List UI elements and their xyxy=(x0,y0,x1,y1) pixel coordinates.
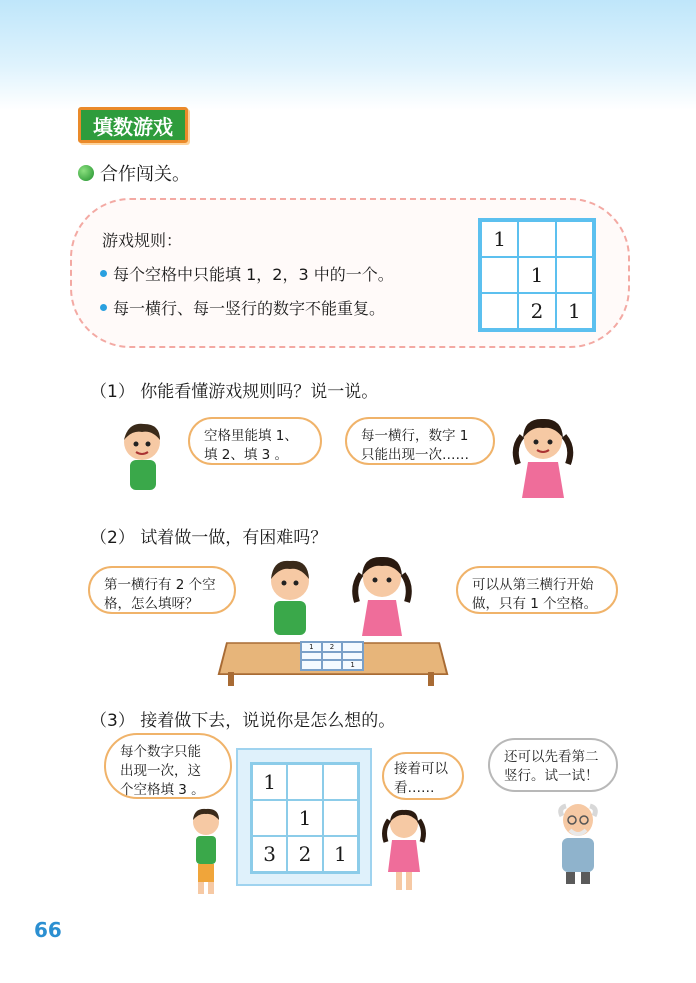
grid-cell xyxy=(518,221,555,257)
question-1: （1） 你能看懂游戏规则吗？说一说。 xyxy=(90,382,379,402)
grid-cell: 1 xyxy=(556,293,593,329)
mini-grid-cell xyxy=(342,652,363,660)
boy-character-icon xyxy=(118,420,168,498)
grid-cell xyxy=(556,257,593,293)
bubble-line: 做，只有 1 个空格。 xyxy=(472,596,598,612)
grid-cell: 2 xyxy=(287,836,322,872)
grid-cell: 1 xyxy=(323,836,358,872)
grid-cell xyxy=(323,764,358,800)
grid-cell: 3 xyxy=(252,836,287,872)
bubble-line: 出现一次，这 xyxy=(120,763,201,779)
bubble-line: 空格里能填 1、 xyxy=(204,428,298,444)
speech-bubble-girl-q2 xyxy=(456,566,618,614)
mini-grid-cell xyxy=(322,660,343,670)
grandpa-character-icon xyxy=(548,800,608,888)
mini-grid-cell xyxy=(301,652,322,660)
section-title-text: 填数游戏 xyxy=(93,114,173,139)
mini-grid-cell xyxy=(301,660,322,670)
speech-bubble-grandpa-q3 xyxy=(488,738,618,792)
bubble-line: 每个数字只能 xyxy=(120,744,201,760)
grid-cell: 1 xyxy=(481,221,518,257)
grid-cell xyxy=(481,293,518,329)
grid-cell: 2 xyxy=(518,293,555,329)
bubble-line: 每一横行，数字 1 xyxy=(361,428,469,444)
mini-grid-cell: 1 xyxy=(301,642,322,652)
page-number: 66 xyxy=(34,918,62,942)
bubble-line: 第一横行有 2 个空 xyxy=(104,577,216,593)
girl-pointing-character-icon xyxy=(350,552,414,638)
bubble-line: 可以从第三横行开始 xyxy=(472,577,594,593)
grid-cell xyxy=(323,800,358,836)
question-2: （2） 试着做一做，有困难吗？ xyxy=(90,528,328,548)
girl-small-character-icon xyxy=(378,806,430,896)
grid-cell: 1 xyxy=(252,764,287,800)
mini-grid-cell: 1 xyxy=(342,660,363,670)
top-header-band xyxy=(0,0,696,110)
mini-grid-cell xyxy=(342,642,363,652)
rule-text: 每个空格中只能填 1，2，3 中的一个。 xyxy=(113,265,394,284)
girl-character-icon xyxy=(510,414,576,504)
rule-item xyxy=(100,262,394,285)
rules-title: 游戏规则： xyxy=(102,231,183,250)
bubble-line: 只能出现一次…… xyxy=(361,447,469,463)
bullet-icon xyxy=(100,270,107,277)
bubble-line: 还可以先看第二 xyxy=(504,749,599,765)
mini-grid-on-table xyxy=(300,641,364,671)
speech-bubble-girl-q1 xyxy=(345,417,495,465)
speech-bubble-boy-q1 xyxy=(188,417,322,465)
grid-cell: 1 xyxy=(518,257,555,293)
grid-cell xyxy=(252,800,287,836)
worksheet-grid xyxy=(250,762,360,874)
grid-cell xyxy=(287,764,322,800)
boy-small-character-icon xyxy=(186,806,226,896)
grid-cell: 1 xyxy=(287,800,322,836)
bullet-icon xyxy=(100,304,107,311)
mini-grid-cell: 2 xyxy=(322,642,343,652)
bubble-line: 看…… xyxy=(394,780,435,796)
grid-cell xyxy=(556,221,593,257)
rule-text: 每一横行、每一竖行的数字不能重复。 xyxy=(113,299,386,318)
speech-bubble-boy-q3 xyxy=(104,733,232,799)
subtitle-text: 合作闯关。 xyxy=(100,164,190,185)
green-dot-icon xyxy=(78,165,94,181)
bubble-line: 个空格填 3 。 xyxy=(120,782,205,798)
rule-item xyxy=(100,296,385,319)
boy-thinking-character-icon xyxy=(260,555,320,637)
bubble-line: 接着可以 xyxy=(394,761,448,777)
question-3: （3） 接着做下去，说说你是怎么想的。 xyxy=(90,711,396,731)
bubble-line: 填 2、填 3 。 xyxy=(204,447,289,463)
speech-bubble-girl-q3 xyxy=(382,752,464,800)
speech-bubble-boy-q2 xyxy=(88,566,236,614)
subtitle xyxy=(78,160,190,186)
section-title xyxy=(78,107,188,143)
table-legs xyxy=(228,672,434,686)
bubble-line: 竖行。试一试！ xyxy=(504,768,599,784)
bubble-line: 格，怎么填呀？ xyxy=(104,596,199,612)
rules-grid xyxy=(478,218,596,332)
mini-grid-cell xyxy=(322,652,343,660)
grid-cell xyxy=(481,257,518,293)
